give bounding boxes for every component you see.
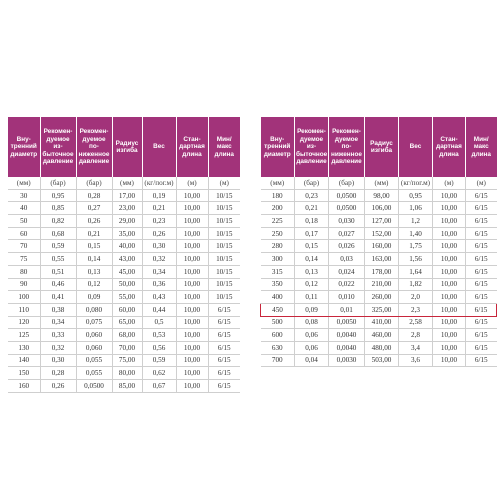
table-cell: 260,00 [365, 291, 399, 304]
table-cell: 0,55 [40, 253, 76, 266]
right-spec-table [260, 117, 497, 367]
table-cell: 0,56 [142, 341, 176, 354]
table-cell: 0,67 [142, 380, 176, 393]
table-cell: 0,03 [329, 253, 365, 266]
table-cell: 0,36 [142, 278, 176, 291]
table-cell: 2,58 [399, 316, 433, 329]
highlighted-row [261, 303, 497, 316]
table-cell: 315 [261, 265, 295, 278]
table-cell: 0,15 [295, 240, 329, 253]
table-row [261, 202, 497, 215]
column-header: Рекомен-дуемое из-быточное давление [40, 117, 76, 177]
unit-cell: (бар) [76, 177, 112, 189]
table-row [8, 354, 240, 367]
table-cell: 150 [8, 367, 40, 380]
table-cell: 45,00 [112, 265, 142, 278]
table-cell: 6/15 [466, 329, 497, 342]
table-cell: 0,060 [76, 329, 112, 342]
table-cell: 0,080 [76, 303, 112, 316]
table-cell: 6/15 [208, 329, 240, 342]
table-cell: 6/15 [466, 189, 497, 202]
table-cell: 85,00 [112, 380, 142, 393]
table-cell: 10/15 [208, 253, 240, 266]
table-cell: 10,00 [433, 265, 466, 278]
table-cell: 110 [8, 303, 40, 316]
table-cell: 0,13 [295, 265, 329, 278]
left-spec-table [8, 117, 240, 393]
table-cell: 6/15 [208, 367, 240, 380]
table-cell: 2,8 [399, 329, 433, 342]
table-cell: 106,00 [365, 202, 399, 215]
table-cell: 400 [261, 291, 295, 304]
table-cell: 10,00 [433, 202, 466, 215]
table-cell: 6/15 [466, 253, 497, 266]
table-cell: 0,44 [142, 303, 176, 316]
table-cell: 10,00 [176, 367, 208, 380]
table-cell: 0,23 [142, 215, 176, 228]
table-cell: 10,00 [176, 278, 208, 291]
table-cell: 0,15 [76, 240, 112, 253]
table-cell: 40 [8, 202, 40, 215]
table-row [8, 240, 240, 253]
table-cell: 0,34 [142, 265, 176, 278]
table-row [261, 265, 497, 278]
table-cell: 0,5 [142, 316, 176, 329]
table-cell: 70 [8, 240, 40, 253]
table-cell: 0,28 [40, 367, 76, 380]
table-cell: 75,00 [112, 354, 142, 367]
table-cell: 100 [8, 291, 40, 304]
table-row [8, 278, 240, 291]
table-cell: 180 [261, 189, 295, 202]
table-cell: 0,26 [40, 380, 76, 393]
table-cell: 410,00 [365, 316, 399, 329]
table-cell: 0,21 [76, 227, 112, 240]
table-cell: 0,26 [76, 215, 112, 228]
table-cell: 0,51 [40, 265, 76, 278]
table-cell: 50 [8, 215, 40, 228]
table-cell: 10,00 [433, 278, 466, 291]
table-cell: 10,00 [433, 316, 466, 329]
header-row [8, 117, 240, 177]
table-cell: 225 [261, 215, 295, 228]
table-cell: 0,33 [40, 329, 76, 342]
table-cell: 152,00 [365, 227, 399, 240]
table-cell: 98,00 [365, 189, 399, 202]
table-cell: 75 [8, 253, 40, 266]
table-cell: 160,00 [365, 240, 399, 253]
table-cell: 630 [261, 341, 295, 354]
unit-cell: (бар) [295, 177, 329, 189]
column-header: Мин/ макс длина [208, 117, 240, 177]
table-cell: 80 [8, 265, 40, 278]
table-cell: 0,14 [295, 253, 329, 266]
table-cell: 0,055 [76, 354, 112, 367]
table-cell: 1,06 [399, 202, 433, 215]
table-cell: 178,00 [365, 265, 399, 278]
table-row [261, 316, 497, 329]
table-cell: 0,027 [329, 227, 365, 240]
column-header: Радиус изгиба [365, 117, 399, 177]
column-header: Стан-дартная длина [176, 117, 208, 177]
table-cell: 0,06 [295, 329, 329, 342]
table-cell: 68,00 [112, 329, 142, 342]
unit-cell: (кг/пог.м) [399, 177, 433, 189]
table-cell: 70,00 [112, 341, 142, 354]
table-cell: 600 [261, 329, 295, 342]
unit-cell: (м) [433, 177, 466, 189]
unit-cell: (бар) [40, 177, 76, 189]
units-row [261, 177, 497, 189]
table-cell: 60,00 [112, 303, 142, 316]
table-row [261, 291, 497, 304]
table-cell: 6/15 [466, 341, 497, 354]
table-cell: 10,00 [433, 189, 466, 202]
table-cell: 6/15 [466, 265, 497, 278]
table-cell: 55,00 [112, 291, 142, 304]
table-cell: 0,32 [40, 341, 76, 354]
table-cell: 10,00 [433, 253, 466, 266]
table-row [8, 380, 240, 393]
table-row [8, 215, 240, 228]
table-cell: 0,12 [76, 278, 112, 291]
table-cell: 10,00 [176, 189, 208, 202]
table-cell: 0,32 [142, 253, 176, 266]
table-cell: 0,62 [142, 367, 176, 380]
table-cell: 10/15 [208, 278, 240, 291]
table-cell: 10,00 [433, 240, 466, 253]
table-cell: 0,13 [76, 265, 112, 278]
table-row [261, 240, 497, 253]
table-cell: 325,00 [365, 303, 399, 316]
table-cell: 0,34 [40, 316, 76, 329]
table-cell: 10/15 [208, 227, 240, 240]
table-cell: 6/15 [466, 291, 497, 304]
table-row [261, 227, 497, 240]
table-cell: 120 [8, 316, 40, 329]
table-cell: 0,38 [40, 303, 76, 316]
table-cell: 280 [261, 240, 295, 253]
header-row [261, 117, 497, 177]
table-cell: 1,64 [399, 265, 433, 278]
table-cell: 0,11 [295, 291, 329, 304]
table-cell: 0,46 [40, 278, 76, 291]
table-cell: 460,00 [365, 329, 399, 342]
table-cell: 0,0500 [76, 380, 112, 393]
table-cell: 0,59 [142, 354, 176, 367]
table-cell: 1,75 [399, 240, 433, 253]
table-cell: 0,21 [142, 202, 176, 215]
column-header: Рекомен-дуемое по-ниженное давление [76, 117, 112, 177]
table-cell: 0,21 [295, 202, 329, 215]
table-cell: 90 [8, 278, 40, 291]
table-cell: 127,00 [365, 215, 399, 228]
table-cell: 60 [8, 227, 40, 240]
table-cell: 80,00 [112, 367, 142, 380]
table-cell: 0,95 [399, 189, 433, 202]
table-cell: 0,19 [142, 189, 176, 202]
table-row [261, 329, 497, 342]
table-cell: 0,12 [295, 278, 329, 291]
table-cell: 10,00 [176, 354, 208, 367]
table-cell: 10,00 [433, 291, 466, 304]
table-cell: 0,060 [76, 341, 112, 354]
unit-cell: (мм) [261, 177, 295, 189]
table-row [8, 253, 240, 266]
table-cell: 0,30 [40, 354, 76, 367]
table-cell: 10,00 [176, 329, 208, 342]
units-row [8, 177, 240, 189]
table-cell: 0,43 [142, 291, 176, 304]
table-cell: 0,14 [76, 253, 112, 266]
table-cell: 6/15 [208, 380, 240, 393]
table-row [8, 367, 240, 380]
table-cell: 10,00 [176, 265, 208, 278]
table-row [8, 189, 240, 202]
column-header: Вес [399, 117, 433, 177]
table-cell: 0,41 [40, 291, 76, 304]
table-cell: 0,0040 [329, 329, 365, 342]
table-cell: 6/15 [208, 303, 240, 316]
table-cell: 6/15 [466, 316, 497, 329]
table-cell: 0,95 [40, 189, 76, 202]
table-cell: 0,04 [295, 354, 329, 367]
table-cell: 0,055 [76, 367, 112, 380]
table-cell: 0,0030 [329, 354, 365, 367]
table-cell: 50,00 [112, 278, 142, 291]
table-cell: 10/15 [208, 291, 240, 304]
table-cell: 17,00 [112, 189, 142, 202]
table-cell: 6/15 [466, 215, 497, 228]
table-cell: 10,00 [176, 316, 208, 329]
table-cell: 0,08 [295, 316, 329, 329]
table-cell: 0,01 [329, 303, 365, 316]
column-header: Вну-тренний диаметр [8, 117, 40, 177]
table-row [8, 291, 240, 304]
table-row [8, 341, 240, 354]
unit-cell: (мм) [8, 177, 40, 189]
table-cell: 6/15 [466, 354, 497, 367]
table-row [261, 215, 497, 228]
column-header: Стан-дартная длина [433, 117, 466, 177]
table-cell: 700 [261, 354, 295, 367]
table-cell: 140 [8, 354, 40, 367]
column-header: Рекомен-дуемое по-ниженное давление [329, 117, 365, 177]
unit-cell: (м) [208, 177, 240, 189]
table-cell: 0,075 [76, 316, 112, 329]
table-row [261, 341, 497, 354]
table-cell: 6/15 [466, 227, 497, 240]
table-cell: 10/15 [208, 240, 240, 253]
table-cell: 10/15 [208, 265, 240, 278]
unit-cell: (мм) [365, 177, 399, 189]
table-cell: 6/15 [208, 341, 240, 354]
table-cell: 0,85 [40, 202, 76, 215]
table-cell: 350 [261, 278, 295, 291]
table-cell: 503,00 [365, 354, 399, 367]
table-cell: 6/15 [208, 316, 240, 329]
table-cell: 0,59 [40, 240, 76, 253]
table-cell: 1,82 [399, 278, 433, 291]
table-cell: 500 [261, 316, 295, 329]
table-cell: 0,17 [295, 227, 329, 240]
table-row [8, 303, 240, 316]
table-cell: 0,06 [295, 341, 329, 354]
table-cell: 0,09 [76, 291, 112, 304]
table-cell: 0,0040 [329, 341, 365, 354]
unit-cell: (кг/пог.м) [142, 177, 176, 189]
table-cell: 300 [261, 253, 295, 266]
table-cell: 10,00 [176, 215, 208, 228]
table-cell: 0,030 [329, 215, 365, 228]
table-row [8, 265, 240, 278]
table-cell: 210,00 [365, 278, 399, 291]
table-cell: 6/15 [208, 354, 240, 367]
column-header: Радиус изгиба [112, 117, 142, 177]
table-row [8, 329, 240, 342]
table-cell: 10,00 [176, 240, 208, 253]
table-cell: 1,2 [399, 215, 433, 228]
unit-cell: (м) [466, 177, 497, 189]
table-row [8, 316, 240, 329]
table-cell: 0,27 [76, 202, 112, 215]
table-cell: 0,23 [295, 189, 329, 202]
table-cell: 35,00 [112, 227, 142, 240]
table-cell: 200 [261, 202, 295, 215]
table-cell: 125 [8, 329, 40, 342]
table-cell: 10,00 [176, 380, 208, 393]
table-cell: 10,00 [433, 329, 466, 342]
table-cell: 10,00 [176, 253, 208, 266]
table-cell: 0,0500 [329, 202, 365, 215]
table-cell: 0,024 [329, 265, 365, 278]
table-cell: 0,53 [142, 329, 176, 342]
table-cell: 0,010 [329, 291, 365, 304]
table-cell: 0,28 [76, 189, 112, 202]
table-cell: 450 [261, 303, 295, 316]
table-cell: 6/15 [466, 202, 497, 215]
table-cell: 40,00 [112, 240, 142, 253]
table-cell: 65,00 [112, 316, 142, 329]
table-cell: 0,82 [40, 215, 76, 228]
table-cell: 3,4 [399, 341, 433, 354]
unit-cell: (мм) [112, 177, 142, 189]
table-cell: 10,00 [176, 341, 208, 354]
table-cell: 43,00 [112, 253, 142, 266]
column-header: Рекомен-дуемое из-быточное давление [295, 117, 329, 177]
table-cell: 10,00 [433, 341, 466, 354]
table-row [261, 189, 497, 202]
table-cell: 1,56 [399, 253, 433, 266]
table-cell: 160 [8, 380, 40, 393]
table-cell: 0,68 [40, 227, 76, 240]
table-row [8, 227, 240, 240]
table-cell: 10/15 [208, 215, 240, 228]
table-cell: 10,00 [176, 202, 208, 215]
table-cell: 10,00 [433, 227, 466, 240]
table-cell: 6/15 [466, 278, 497, 291]
table-cell: 10/15 [208, 202, 240, 215]
table-cell: 0,26 [142, 227, 176, 240]
table-row [261, 278, 497, 291]
table-cell: 0,0500 [329, 189, 365, 202]
table-cell: 0,022 [329, 278, 365, 291]
table-cell: 23,00 [112, 202, 142, 215]
column-header: Мин/ макс длина [466, 117, 497, 177]
table-cell: 2,3 [399, 303, 433, 316]
table-cell: 0,30 [142, 240, 176, 253]
table-cell: 163,00 [365, 253, 399, 266]
table-cell: 6/15 [466, 240, 497, 253]
table-cell: 0,0050 [329, 316, 365, 329]
table-cell: 0,09 [295, 303, 329, 316]
table-cell: 10,00 [433, 215, 466, 228]
table-cell: 0,026 [329, 240, 365, 253]
table-row [261, 354, 497, 367]
table-cell: 1,40 [399, 227, 433, 240]
table-cell: 10,00 [176, 303, 208, 316]
table-cell: 10,00 [433, 354, 466, 367]
table-cell: 10,00 [176, 291, 208, 304]
table-row [8, 202, 240, 215]
table-cell: 250 [261, 227, 295, 240]
table-cell: 10/15 [208, 189, 240, 202]
table-cell: 30 [8, 189, 40, 202]
table-cell: 3,6 [399, 354, 433, 367]
table-row [261, 253, 497, 266]
unit-cell: (бар) [329, 177, 365, 189]
table-cell: 10,00 [176, 227, 208, 240]
table-cell: 10,00 [433, 303, 466, 316]
table-cell: 6/15 [466, 303, 497, 316]
column-header: Вну-тренний диаметр [261, 117, 295, 177]
table-cell: 480,00 [365, 341, 399, 354]
unit-cell: (м) [176, 177, 208, 189]
table-cell: 29,00 [112, 215, 142, 228]
table-cell: 2,0 [399, 291, 433, 304]
column-header: Вес [142, 117, 176, 177]
table-cell: 130 [8, 341, 40, 354]
table-cell: 0,18 [295, 215, 329, 228]
